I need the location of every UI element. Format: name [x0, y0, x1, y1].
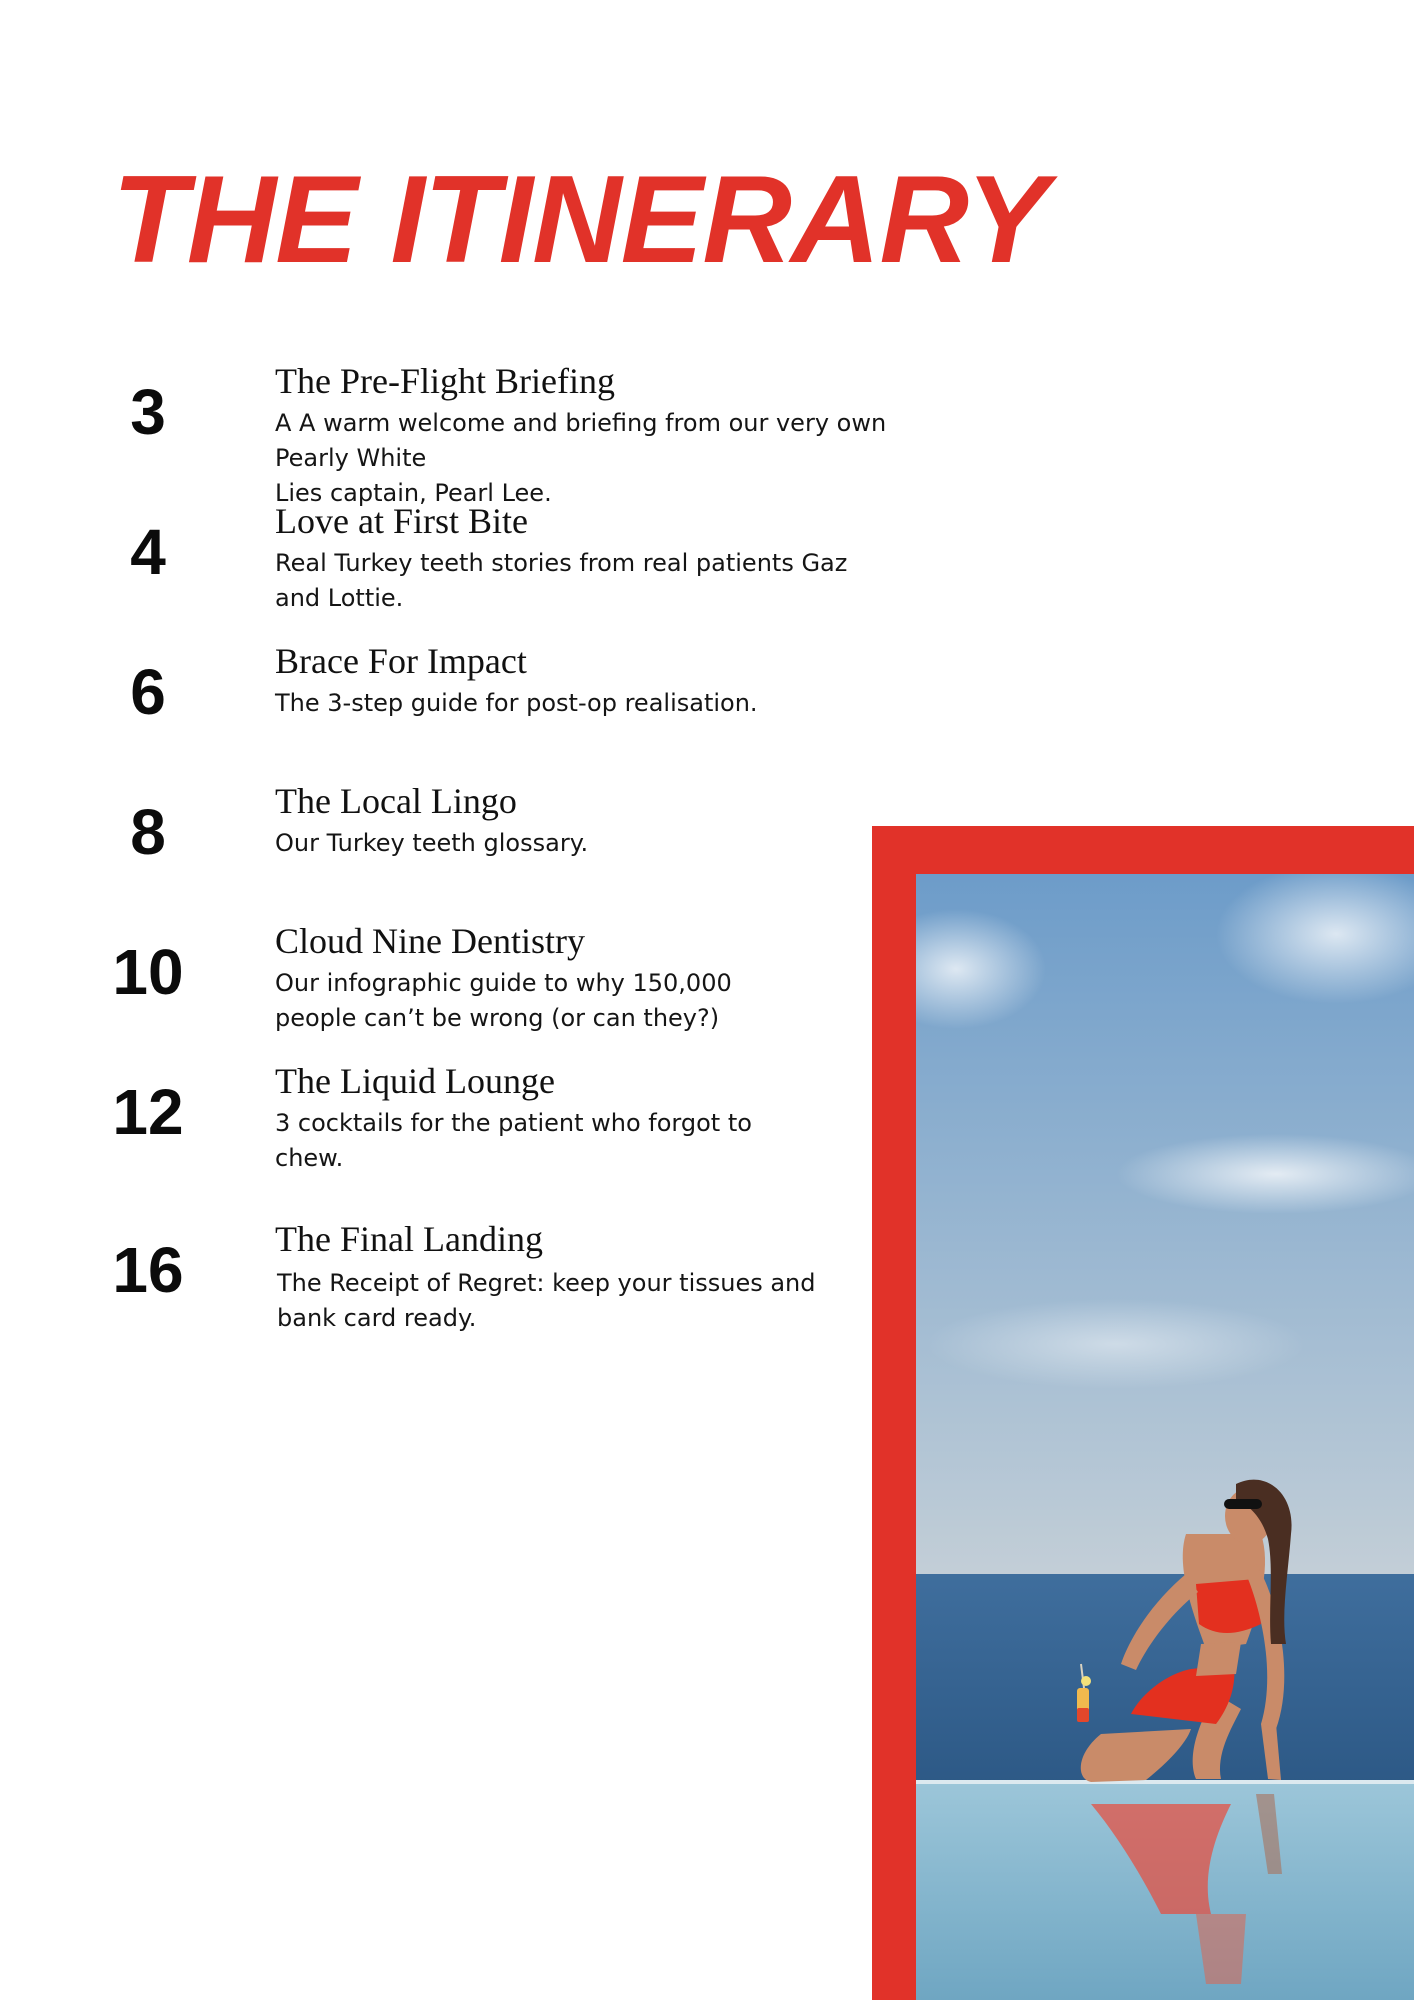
entry-description-line: 3 cocktails for the patient who forgot to [275, 1109, 752, 1137]
toc-entry-page-12[interactable] [0, 1062, 860, 1182]
entry-description [275, 966, 732, 1036]
entry-description-line: Lies captain, Pearl Lee. [275, 479, 552, 507]
entry-title: The Liquid Lounge [275, 1061, 555, 1101]
entry-title: The Local Lingo [275, 781, 517, 821]
entry-description-line: chew. [275, 1144, 344, 1172]
entry-description [275, 826, 588, 861]
entry-title: Brace For Impact [275, 641, 527, 681]
entry-description-line: Our infographic guide to why 150,000 [275, 969, 732, 997]
page-number: 3 [130, 376, 166, 448]
entry-description [275, 1106, 752, 1176]
toc-entry-page-3[interactable] [0, 361, 900, 507]
entry-description-line: bank card ready. [277, 1304, 477, 1332]
entry-description [275, 406, 900, 511]
entry-description [275, 546, 900, 616]
entry-description-line: The 3-step guide for post-op realisation. [275, 689, 758, 717]
entry-description-line: The Receipt of Regret: keep your tissues and [277, 1269, 816, 1297]
toc-entry-page-6[interactable] [0, 642, 900, 732]
entry-description-line: people can’t be wrong (or can they?) [275, 1004, 720, 1032]
page-number: 6 [130, 656, 166, 728]
entry-description-line: Our Turkey teeth glossary. [275, 829, 589, 857]
page-number: 8 [130, 796, 166, 868]
toc-entry-page-8[interactable] [0, 782, 900, 872]
entry-title: Love at First Bite [275, 501, 528, 541]
entry-title: The Pre-Flight Briefing [275, 361, 615, 401]
page-number: 16 [112, 1234, 184, 1306]
entry-description [277, 1266, 816, 1336]
photo-frame [872, 826, 1414, 2000]
woman-in-red-swimsuit-at-infinity-pool-photo [916, 874, 1414, 2000]
entry-description-line: A A warm welcome and briefing from our very own Pearly White [275, 409, 887, 472]
page-number: 4 [130, 516, 166, 588]
entry-title: The Final Landing [275, 1219, 543, 1259]
entry-title: Cloud Nine Dentistry [275, 921, 585, 961]
page-number: 10 [112, 936, 184, 1008]
entry-description [275, 686, 758, 721]
toc-entry-page-10[interactable] [0, 922, 860, 1042]
toc-entry-page-16[interactable] [0, 1220, 860, 1350]
page-title: THE ITINERARY [112, 151, 1048, 289]
page-number: 12 [112, 1076, 184, 1148]
toc-entry-page-4[interactable] [0, 501, 900, 612]
entry-description-line: Real Turkey teeth stories from real patients Gaz and Lottie. [275, 549, 848, 612]
